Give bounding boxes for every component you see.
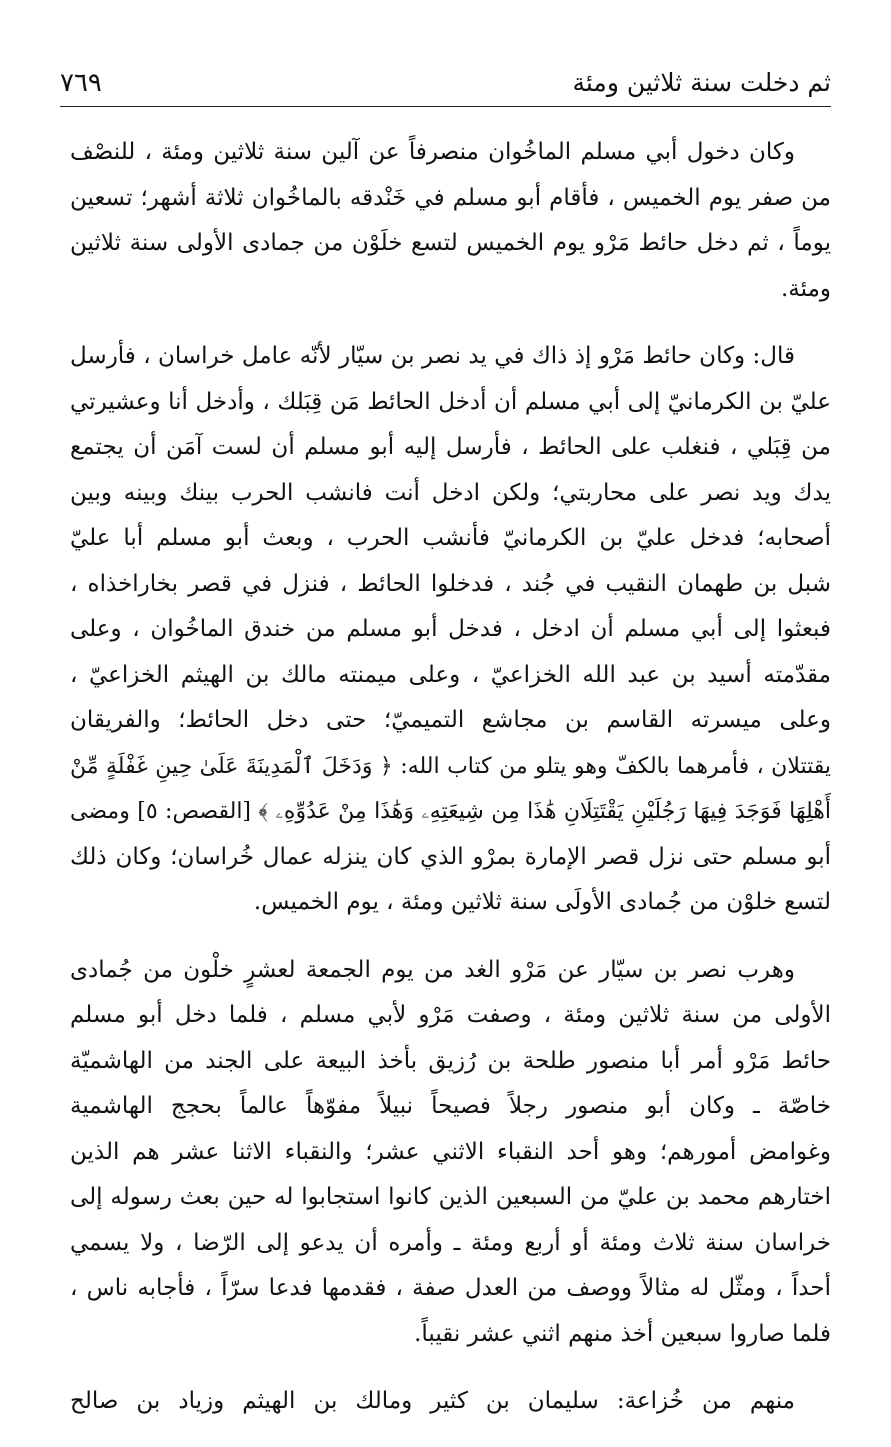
paragraph	[70, 1379, 831, 1425]
text-line: اختارهم محمد بن عليّ من السبعين الذين كانوا استجابوا له حين بعث رسوله إلى	[70, 1184, 831, 1210]
text-line: يدك ويد نصر على محاربتي؛ ولكن ادخل أنت فانشب الحرب بينك وبينه وبين	[70, 479, 831, 506]
paragraph	[70, 948, 831, 1358]
text-line: وعلى ميسرته القاسم بن مجاشع التميميّ؛ حتى دخل الحائط؛ والفريقان	[70, 707, 831, 733]
text-line: وغوامض أمورهم؛ وهو أحد النقباء الاثني عشر؛ والنقباء الاثنا عشر هم الذين	[70, 1138, 831, 1165]
text-line: مقدّمته أسيد بن عبد الله الخزاعيّ ، وعلى ميمنته مالك بن الهيثم الخزاعيّ ،	[70, 661, 831, 688]
page-number: ٧٦٩	[60, 68, 102, 98]
text-line: أحداً ، ومثّل له مثالاً ووصف من العدل صفة ، فقدمها فدعا سرّاً ، فأجابه ناس ،	[70, 1275, 831, 1301]
page-body	[70, 130, 831, 1447]
running-title: ثم دخلت سنة ثلاثين ومئة	[572, 68, 831, 97]
text-line: شبل بن طهمان النقيب في جُند ، فدخلوا الحائط ، فنزل في قصر بخاراخذاه ،	[70, 570, 831, 597]
text-line: وكان دخول أبي مسلم الماخُوان منصرفاً عن آلين سنة ثلاثين ومئة ، للنصْف	[70, 139, 795, 165]
text-line: خراسان سنة ثلاث ومئة أو أربع ومئة ـ وأمره أن يدعو إلى الرّضا ، ولا يسمي	[70, 1229, 831, 1256]
page-header	[60, 62, 831, 107]
text-line: منهم من خُزاعة: سليمان بن كثير ومالك بن الهيثم وزياد بن صالح	[70, 1388, 795, 1414]
text-line: أبو مسلم حتى نزل قصر الإمارة بمرْو الذي كان ينزله عمال خُراسان؛ وكان ذلك	[70, 843, 831, 870]
text-line: فلما صاروا سبعين أخذ منهم اثني عشر نقيباً.	[414, 1320, 831, 1347]
paragraph	[70, 334, 831, 926]
text-line: لتسع خلوْن من جُمادى الأولَى سنة ثلاثين ومئة ، يوم الخميس.	[253, 889, 831, 915]
text-line: عليّ بن الكرمانيّ إلى أبي مسلم أن أدخل الحائط مَن قِبَلك ، وأدخل أنا وعشيرتي	[70, 388, 831, 415]
text-line: من قِبَلي ، فنغلب على الحائط ، فأرسل إليه أبو مسلم أن لست آمَن أن يجتمع	[70, 434, 831, 460]
text-line: ومئة.	[780, 275, 831, 302]
text-line: وهرب نصر بن سيّار عن مَرْو الغد من يوم الجمعة لعشرٍ خلْون من جُمادى	[70, 956, 795, 983]
text-line: الأولى من سنة ثلاثين ومئة ، وصفت مَرْو لأبي مسلم ، فلما دخل أبو مسلم	[70, 1002, 831, 1028]
paragraph	[70, 130, 831, 312]
quran-quote-line: أَهْلِهَا فَوَجَدَ فِيهَا رَجُلَيْنِ يَقْتَتِلَانِ هَٰذَا مِن شِيعَتِهِۦ وَهَٰذَا مِنْ عَدُوِّهِۦ ﴾ [القصص: ٥] ومضى	[70, 799, 831, 824]
text-line: أصحابه؛ فدخل عليّ بن الكرمانيّ فأنشب الحرب ، وبعث أبو مسلم أبا عليّ	[70, 525, 831, 551]
text-line: من صفر يوم الخميس ، فأقام أبو مسلم في خَنْدقه بالماخُوان ثلاثة أشهر؛ تسعين	[70, 184, 831, 211]
text-line: قال: وكان حائط مَرْو إذ ذاك في يد نصر بن سيّار لأنّه عامل خراسان ، فأرسل	[70, 343, 795, 369]
text-line: حائط مَرْو أمر أبا منصور طلحة بن رُزيق بأخذ البيعة على الجند من الهاشميّة	[70, 1047, 831, 1074]
text-line: فبعثوا إلى أبي مسلم أن ادخل ، فدخل أبو مسلم من خندق الماخُوان ، وعلى	[70, 616, 831, 642]
text-line: خاصّة ـ وكان أبو منصور رجلاً فصيحاً نبيلاً مفوّهاً عالماً بحجج الهاشمية	[70, 1093, 831, 1119]
text-line: يوماً ، ثم دخل حائط مَرْو يوم الخميس لتسع خلَوْن من جمادى الأولى سنة ثلاثين	[70, 230, 831, 256]
quran-quote-line: يقتتلان ، فأمرهما بالكفّ وهو يتلو من كتاب الله: ﴿ وَدَخَلَ ٱلْمَدِينَةَ عَلَىٰ حِينِ غَفْلَةٍ مِّنْ	[70, 753, 831, 779]
